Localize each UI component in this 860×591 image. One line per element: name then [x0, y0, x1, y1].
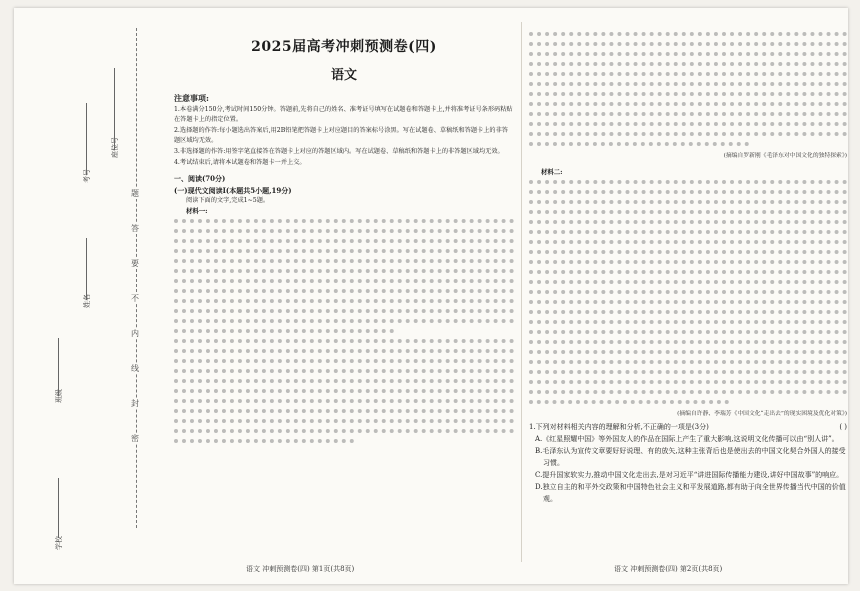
text-line	[529, 320, 847, 324]
text-line	[174, 439, 354, 443]
option-d: D.独立自主的和平外交政策和中国特色社会主义和平发展道路,都有助于向全世界传播当代中国的价值观。	[535, 483, 846, 503]
text-line	[529, 112, 847, 116]
text-line	[174, 319, 514, 323]
text-line	[529, 260, 847, 264]
text-line	[529, 72, 847, 76]
text-line	[174, 399, 514, 403]
option-b: B.毛泽东认为宣传文章要好好说理、有的放矢,这种主张背后也是使出去的中国文化契合外国人的接受习惯。	[535, 447, 846, 467]
text-line	[174, 309, 514, 313]
name-label: 姓名	[83, 294, 91, 308]
text-line	[174, 429, 514, 433]
text-line	[174, 289, 514, 293]
text-line	[529, 220, 847, 224]
text-line	[529, 270, 847, 274]
note-item: 2.选择题的作答:每小题选出答案后,用2B铅笔把答题卡上对应题目的答案标号涂黑。写在试题卷、草稿纸和答题卡上的非答题区域均无效。	[174, 127, 508, 144]
note-item: 3.非选择题的作答:用签字笔直接答在答题卡上对应的答题区域内。写在试题卷、草稿纸和答题卡上的非答题区域均无效。	[174, 148, 504, 155]
material-one-body	[174, 215, 514, 447]
text-line	[529, 92, 847, 96]
text-line	[529, 380, 847, 384]
exam-number-label: 考号	[83, 169, 91, 183]
text-line	[529, 102, 847, 106]
text-line	[529, 310, 847, 314]
text-line	[174, 259, 514, 263]
text-line	[174, 369, 514, 373]
text-line	[529, 240, 847, 244]
seal-char: 内	[131, 329, 139, 338]
text-line	[529, 290, 847, 294]
binding-margin	[14, 8, 164, 584]
seal-char: 不	[131, 294, 139, 303]
text-line	[174, 299, 514, 303]
school-label: 学校	[55, 536, 63, 550]
seal-line	[136, 28, 137, 528]
option-a: A.《红星照耀中国》等外国友人的作品在国际上产生了重大影响,这说明文化传播可以由“别人讲”。	[535, 435, 839, 443]
text-line	[174, 339, 514, 343]
question-one-stem	[529, 421, 847, 433]
text-line	[174, 419, 514, 423]
exam-sheet	[14, 8, 848, 584]
material-one-heading: 材料一:	[186, 207, 208, 215]
answer-bracket: ( )	[839, 423, 847, 431]
reading-instruction: 阅读下面的文字,完成1~5题。	[186, 197, 270, 204]
source-one: (摘编自罗新刚《毛泽东对中国文化的独特探索》)	[723, 153, 847, 159]
text-line	[174, 329, 394, 333]
text-line	[174, 379, 514, 383]
seal-char: 要	[131, 259, 139, 268]
text-line	[529, 330, 847, 334]
page-one-footer: 语文 冲刺预测卷(四) 第1页(共8页)	[246, 565, 355, 573]
text-line	[174, 249, 514, 253]
text-line	[529, 350, 847, 354]
text-line	[529, 300, 847, 304]
text-line	[529, 390, 847, 394]
text-line	[529, 82, 847, 86]
text-line	[174, 279, 514, 283]
text-line	[529, 250, 847, 254]
text-line	[529, 190, 847, 194]
text-line	[529, 400, 729, 404]
text-line	[174, 359, 514, 363]
text-line	[174, 219, 514, 223]
page-two	[529, 26, 847, 505]
material-one-continued	[529, 26, 847, 150]
notes-heading: 注意事项:	[174, 93, 209, 103]
school-field[interactable]	[58, 478, 59, 538]
page-two-footer: 语文 冲刺预测卷(四) 第2页(共8页)	[614, 565, 723, 573]
text-line	[174, 269, 514, 273]
text-line	[174, 349, 514, 353]
class-field[interactable]	[58, 338, 59, 396]
text-line	[174, 229, 514, 233]
text-line	[529, 210, 847, 214]
seat-label: 座位号	[111, 137, 119, 158]
text-line	[529, 180, 847, 184]
text-line	[529, 142, 749, 146]
text-line	[529, 132, 847, 136]
exam-number-field[interactable]	[86, 103, 87, 175]
seal-char: 密	[131, 434, 139, 443]
option-c: C.提升国家软实力,推动中国文化走出去,是对习近平“讲进国际传播能力建设,讲好中国故事”的响应。	[535, 471, 844, 479]
text-line	[174, 389, 514, 393]
seal-char: 封	[131, 399, 139, 408]
seat-field[interactable]	[114, 68, 115, 150]
text-line	[529, 42, 847, 46]
subpart-heading: (一)现代文阅读Ⅰ(本题共5小题,19分)	[174, 186, 292, 195]
material-two-body	[529, 176, 847, 408]
text-line	[529, 230, 847, 234]
exam-title: 2025届高考冲刺预测卷(四)	[251, 39, 437, 55]
name-field[interactable]	[86, 238, 87, 300]
seal-char: 线	[131, 364, 139, 373]
material-two-heading: 材料二:	[541, 168, 563, 176]
text-line	[529, 62, 847, 66]
page-one	[174, 26, 514, 447]
page-fold	[521, 22, 522, 562]
text-line	[174, 239, 514, 243]
source-two: (摘编自许静、李瑞芳《中国文化“走出去”的现实困境及优化对策》)	[677, 411, 847, 417]
note-item: 4.考试结束后,请将本试题卷和答题卡一并上交。	[174, 159, 306, 166]
class-label: 班级	[55, 389, 63, 403]
note-item: 1.本卷满分150分,考试时间150分钟。答题前,先将自己的姓名、准考证号填写在试题卷和答题卡上,并将准考证号条形码粘贴在答题卡上的指定位置。	[174, 106, 513, 123]
seal-char: 答	[131, 224, 139, 233]
text-line	[529, 340, 847, 344]
text-line	[529, 360, 847, 364]
text-line	[529, 32, 847, 36]
question-stem-text: 1.下列对材料相关内容的理解和分析,不正确的一项是(3分)	[529, 423, 709, 431]
seal-char: 题	[131, 189, 139, 198]
part-heading: 一、阅读(70分)	[174, 174, 226, 183]
text-line	[174, 409, 514, 413]
text-line	[529, 122, 847, 126]
subject-title: 语文	[330, 68, 357, 83]
text-line	[529, 280, 847, 284]
text-line	[529, 52, 847, 56]
text-line	[529, 200, 847, 204]
text-line	[529, 370, 847, 374]
